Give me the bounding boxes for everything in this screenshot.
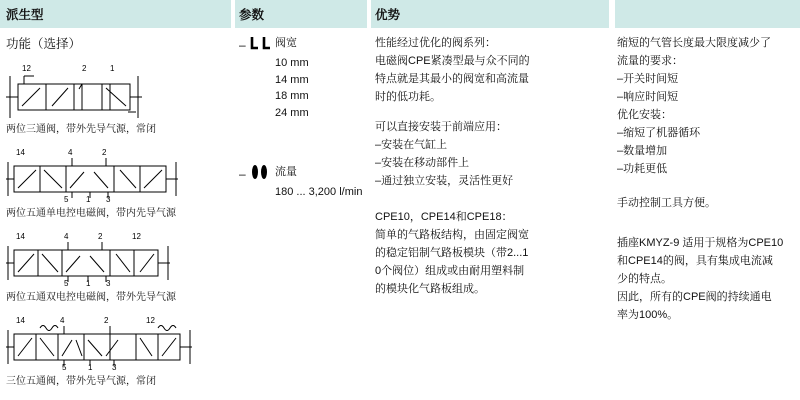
header-col-parameters: 参数	[239, 8, 265, 22]
adv-block2-line-1: 可以直接安装于前端应用：	[375, 121, 507, 133]
svg-text:4: 4	[64, 232, 69, 241]
svg-text:5: 5	[64, 279, 69, 288]
param-label-valve-width: 阀宽	[275, 37, 297, 49]
adv-line-1: 性能经过优化的阀系列：	[375, 37, 496, 49]
adv2-block2-title: 优化安装：	[617, 109, 672, 121]
adv2-block4-line-2: 和CPE14的阀，具有集成电流减	[617, 255, 773, 267]
param-value-width-18: 18 mm	[275, 90, 309, 102]
svg-text:14: 14	[16, 232, 25, 241]
svg-text:2: 2	[98, 232, 103, 241]
adv-block3-line-2: 的稳定铝制气路板模块（带2...1	[375, 247, 529, 259]
adv-block3-line-1: 简单的气路板结构，由固定阀宽	[375, 229, 529, 241]
column-parameters	[239, 34, 369, 215]
adv-line-4: 时的低功耗。	[375, 91, 441, 103]
symbol-caption-1: 两位三通阀，带外先导气源，常闭	[6, 124, 156, 135]
param-value-flow-rate: 180 ... 3,200 l/min	[275, 186, 363, 198]
adv2-block4-line-5: 率为100%。	[617, 309, 679, 321]
svg-text:2: 2	[82, 64, 87, 73]
function-title: 功能（选择）	[6, 37, 82, 51]
adv2-list2-item-3: –功耗更低	[617, 163, 668, 175]
adv2-list2-item-1: –缩短了机器循环	[617, 127, 701, 139]
svg-text:12: 12	[22, 64, 31, 73]
bullet-dash-2: –	[239, 167, 246, 181]
svg-text:3: 3	[106, 195, 111, 204]
svg-text:1: 1	[110, 64, 115, 73]
symbol-two-position-five-way-single	[6, 146, 231, 204]
svg-text:3: 3	[112, 363, 117, 372]
svg-text:2: 2	[102, 148, 107, 157]
svg-text:12: 12	[146, 316, 155, 325]
column-gap-2	[367, 0, 371, 28]
adv2-block3: 手动控制工具方便。	[617, 197, 716, 209]
adv-block3-line-4: 的模块化气路板组成。	[375, 283, 485, 295]
svg-text:12: 12	[132, 232, 141, 241]
adv-block2-line-2: –安装在气缸上	[375, 139, 448, 151]
adv2-block4-line-1: 插座KMYZ-9 适用于规格为CPE10	[617, 237, 784, 249]
param-flow-rate	[239, 163, 369, 201]
header-col-advantages: 优势	[375, 8, 401, 22]
adv-line-3: 特点就是其最小的阀宽和高流量	[375, 73, 529, 85]
symbol-two-position-five-way-double	[6, 230, 231, 288]
svg-text:3: 3	[106, 279, 111, 288]
adv2-block1-line-1: 缩短的气管长度最大限度减少了	[617, 37, 771, 49]
param-value-width-14: 14 mm	[275, 73, 309, 86]
column-variants	[6, 34, 231, 398]
param-valve-width	[239, 34, 369, 121]
svg-text:1: 1	[86, 279, 91, 288]
svg-text:1: 1	[88, 363, 93, 372]
column-gap-1	[231, 0, 235, 28]
adv-block3-title: CPE10，CPE14和CPE18：	[375, 211, 513, 223]
param-value-width-24: 24 mm	[275, 106, 309, 119]
adv2-block4-line-3: 少的特点。	[617, 273, 672, 285]
column-advantages	[375, 34, 603, 298]
column-advantages-continued	[617, 34, 797, 324]
adv2-block4-line-4: 因此，所有的CPE阀的持续通电	[617, 291, 772, 303]
adv-line-2: 电磁阀CPE紧凑型最与众不同的	[375, 55, 530, 67]
adv2-list1-item-1: –开关时间短	[617, 73, 679, 85]
adv-block3-line-3: 0个阀位）组成或由耐用塑料制	[375, 265, 525, 277]
svg-text:2: 2	[104, 316, 109, 325]
param-label-flow-rate: 流量	[275, 166, 297, 178]
flow-rate-icon	[249, 163, 275, 183]
svg-text:4: 4	[68, 148, 73, 157]
param-value-width-10: 10 mm	[275, 57, 309, 69]
symbol-two-position-three-way-valve	[6, 62, 231, 120]
symbol-caption-3: 两位五通双电控电磁阀，带外先导气源	[6, 292, 176, 303]
svg-text:14: 14	[16, 316, 25, 325]
adv2-list1-item-2: –响应时间短	[617, 91, 679, 103]
svg-text:1: 1	[86, 195, 91, 204]
bullet-dash-1: –	[239, 38, 246, 52]
column-gap-3	[609, 0, 615, 28]
svg-text:14: 14	[16, 148, 25, 157]
svg-text:4: 4	[60, 316, 65, 325]
symbol-caption-2: 两位五通单电控电磁阀，带内先导气源	[6, 208, 176, 219]
symbol-three-position-five-way	[6, 314, 231, 372]
symbol-caption-4: 三位五通阀，带外先导气源，常闭	[6, 376, 156, 387]
adv-block2-line-4: –通过独立安装，灵活性更好	[375, 175, 514, 187]
svg-text:5: 5	[62, 363, 67, 372]
adv2-list2-item-2: –数量增加	[617, 145, 668, 157]
adv2-block1-line-2: 流量的要求：	[617, 55, 683, 67]
header-col-variants: 派生型	[6, 8, 44, 22]
svg-text:5: 5	[64, 195, 69, 204]
header-band	[0, 0, 800, 28]
valve-width-icon	[249, 34, 275, 54]
adv-block2-line-3: –安装在移动部件上	[375, 157, 470, 169]
